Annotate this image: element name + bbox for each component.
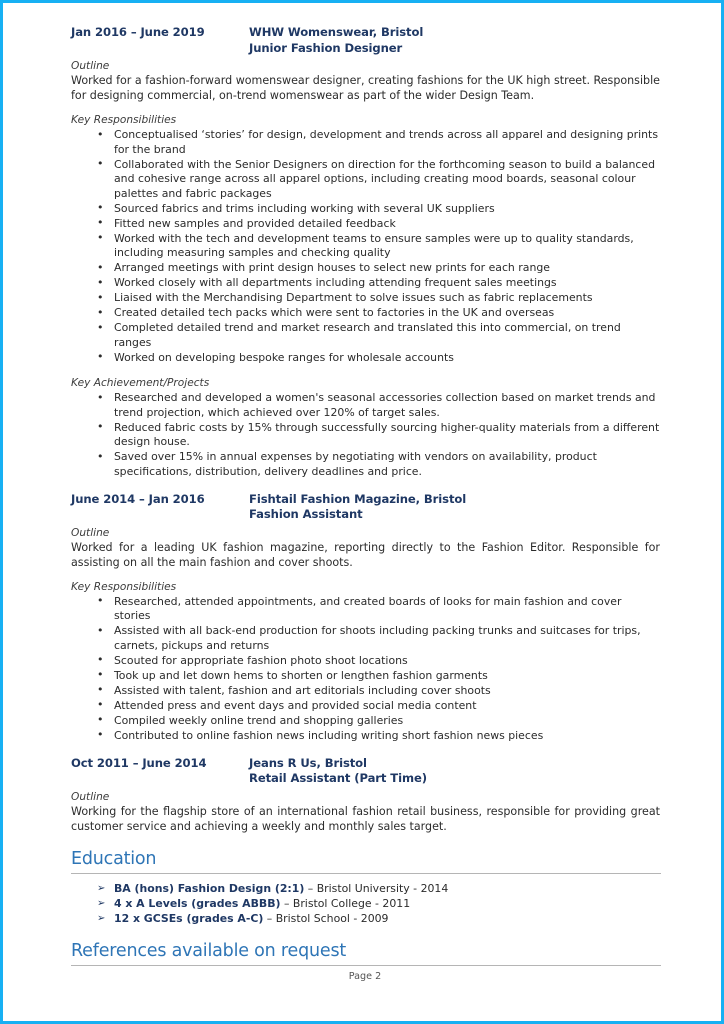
list-item: • Worked closely with all departments including attending frequent sales meetings xyxy=(71,276,661,291)
list-item: • Completed detailed trend and market research and translated this into commercial, on trend ranges xyxy=(71,321,661,350)
responsibilities-label: Key Responsibilities xyxy=(71,580,177,593)
list-item: • Assisted with talent, fashion and art editorials including cover shoots xyxy=(71,684,661,699)
list-item: • Attended press and event days and provided social media content xyxy=(71,699,661,714)
job-title: Retail Assistant (Part Time) xyxy=(249,771,427,785)
section-divider xyxy=(71,965,661,966)
job-header xyxy=(71,756,661,787)
outline-paragraph: Worked for a fashion-forward womenswear designer, creating fashions for the UK high street. Responsible for designing commercial, on-trend womenswear as part of the wider Design Team. xyxy=(71,74,660,102)
section-spacer xyxy=(71,744,661,756)
achievements-list xyxy=(71,391,661,479)
section-spacer xyxy=(71,480,661,492)
list-item: • Researched, attended appointments, and created boards of looks for main fashion and cover stories xyxy=(71,595,661,624)
list-item: • Scouted for appropriate fashion photo shoot locations xyxy=(71,654,661,669)
education-qualification: 12 x GCSEs (grades A-C) xyxy=(114,911,264,925)
responsibilities-list xyxy=(71,595,661,744)
job-dates: Oct 2011 – June 2014 xyxy=(71,755,207,770)
job-title: Fashion Assistant xyxy=(249,507,363,521)
list-item xyxy=(71,911,661,926)
job-title: Junior Fashion Designer xyxy=(249,40,403,55)
list-item: • Collaborated with the Senior Designers on direction for the forthcoming season to build a balanced and cohesive range across all apparel options, including creating mood boards, seasonal colour palettes and fabric packages xyxy=(71,158,661,202)
outline-paragraph: Working for the flagship store of an international fashion retail business, responsible for providing great customer service and achieving a weekly and monthly sales target. xyxy=(71,804,660,833)
list-item: • Sourced fabrics and trims including working with several UK suppliers xyxy=(71,202,661,217)
job-company: WHW Womenswear, Bristol xyxy=(249,25,424,39)
outline-label: Outline xyxy=(71,790,110,803)
list-item: • Compiled weekly online trend and shopping galleries xyxy=(71,714,661,729)
list-item: • Researched and developed a women's seasonal accessories collection based on market trends and trend projection, which achieved over 120% of target sales. xyxy=(71,391,661,420)
page-footer: Page 2 xyxy=(348,971,382,982)
job-company-title xyxy=(249,492,661,523)
job-company-title xyxy=(249,25,661,56)
responsibilities-label: Key Responsibilities xyxy=(71,114,177,126)
job-company-title xyxy=(249,756,661,787)
list-item xyxy=(71,881,661,896)
list-item: • Liaised with the Merchandising Department to solve issues such as fabric replacements xyxy=(71,291,661,306)
list-item: • Took up and let down hems to shorten or lengthen fashion garments xyxy=(71,669,661,684)
job-header xyxy=(71,492,661,523)
job-company: Fishtail Fashion Magazine, Bristol xyxy=(249,491,467,506)
list-item: • Reduced fabric costs by 15% through successfully sourcing higher-quality materials from a different design house. xyxy=(71,421,661,450)
education-qualification: 4 x A Levels (grades ABBB) xyxy=(114,896,281,910)
page-title-education: Education xyxy=(71,848,157,869)
list-item: • Created detailed tech packs which were sent to factories in the UK and overseas xyxy=(71,306,661,321)
education-detail: – Bristol College - 2011 xyxy=(280,896,411,910)
cv-content xyxy=(71,25,661,966)
list-item: • Worked on developing bespoke ranges for wholesale accounts xyxy=(71,351,661,366)
job-company: Jeans R Us, Bristol xyxy=(249,755,367,770)
list-item: • Conceptualised ‘stories’ for design, development and trends across all apparel and designing prints for the brand xyxy=(71,128,661,157)
list-item: • Worked with the tech and development teams to ensure samples were up to quality standards, including measuring samples and checking quality xyxy=(71,232,661,261)
outline-paragraph: Worked for a leading UK fashion magazine, reporting directly to the Fashion Editor. Responsible for assisting on all the main fashion and cover shoots. xyxy=(71,540,660,569)
list-item: • Saved over 15% in annual expenses by negotiating with vendors on availability, product specifications, distribution, delivery deadlines and price. xyxy=(71,450,661,479)
outline-label: Outline xyxy=(71,526,110,539)
list-item: • Fitted new samples and provided detailed feedback xyxy=(71,217,661,232)
job-header xyxy=(71,25,661,56)
education-detail: – Bristol School - 2009 xyxy=(263,911,389,925)
responsibilities-list xyxy=(71,128,661,365)
education-list xyxy=(71,881,661,927)
list-item: • Arranged meetings with print design houses to select new prints for each range xyxy=(71,261,661,276)
achievements-label: Key Achievement/Projects xyxy=(71,377,210,389)
page-title-references: References available on request xyxy=(71,941,347,962)
list-item xyxy=(71,896,661,911)
section-divider xyxy=(71,873,661,874)
outline-label: Outline xyxy=(71,60,110,72)
education-detail: – Bristol University - 2014 xyxy=(304,881,449,895)
education-qualification: BA (hons) Fashion Design (2:1) xyxy=(114,881,305,895)
job-dates: June 2014 – Jan 2016 xyxy=(71,491,205,506)
job-dates: Jan 2016 – June 2019 xyxy=(71,25,205,39)
list-item: • Contributed to online fashion news including writing short fashion news pieces xyxy=(71,729,661,744)
list-item: • Assisted with all back-end production for shoots including packing trunks and suitcases for trips, carnets, pickups and returns xyxy=(71,624,661,653)
